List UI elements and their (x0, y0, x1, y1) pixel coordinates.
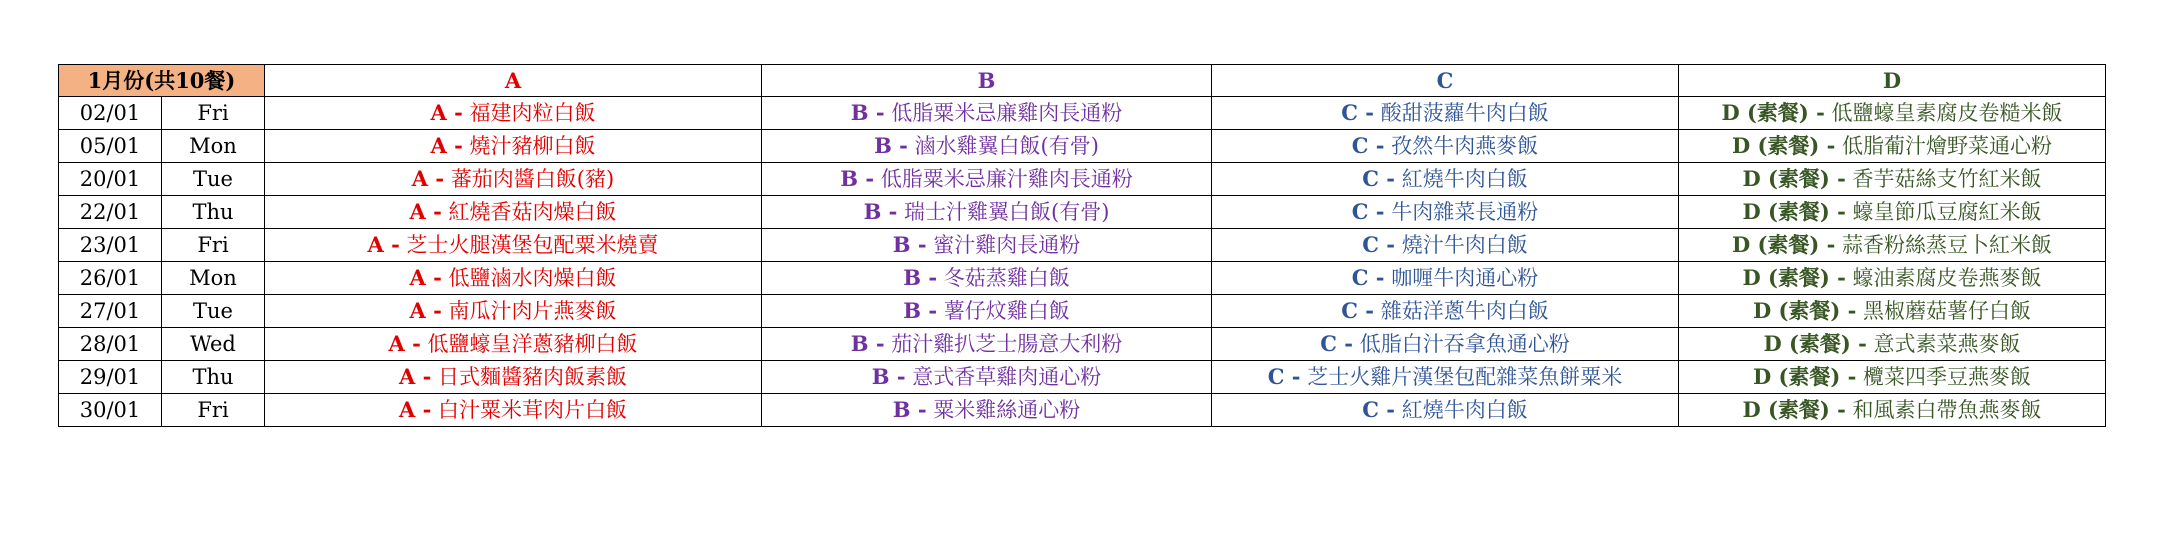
option-d-dish: 蠔皇節瓜豆腐紅米飯 (1852, 200, 2042, 224)
option-b-dish: 滷水雞翼白飯(有骨) (914, 134, 1099, 158)
table-row (59, 229, 2106, 262)
option-d-label: D (素餐) - (1742, 397, 1846, 422)
option-b-label: B - (903, 298, 938, 323)
day-cell: Wed (162, 328, 265, 361)
option-a-dish: 芝士火腿漢堡包配粟米燒賣 (406, 233, 659, 257)
option-a-label: A - (409, 199, 442, 224)
option-c-label: C - (1362, 232, 1396, 257)
header-d: D (1679, 65, 2106, 97)
date-cell: 20/01 (59, 163, 162, 196)
lunch-menu-table (58, 64, 2106, 427)
option-c-dish: 低脂白汁吞拿魚通心粉 (1359, 332, 1570, 356)
option-a-dish: 低鹽蠔皇洋蔥豬柳白飯 (427, 332, 638, 356)
date-cell: 22/01 (59, 196, 162, 229)
option-a-dish: 日式麵醬豬肉飯素飯 (438, 365, 627, 389)
option-a-cell (265, 196, 762, 229)
option-d-dish: 蒜香粉絲蒸豆卜紅米飯 (1842, 233, 2053, 257)
table-row (59, 361, 2106, 394)
option-a-label: A - (409, 298, 442, 323)
option-a-label: A - (430, 100, 463, 125)
option-b-label: B - (874, 133, 908, 158)
day-cell: Mon (162, 262, 265, 295)
option-c-cell (1212, 262, 1679, 295)
month-header: 1月份(共10餐) (59, 65, 265, 97)
option-b-dish: 粟米雞絲通心粉 (933, 398, 1081, 422)
day-cell: Thu (162, 361, 265, 394)
option-b-label: B - (892, 397, 927, 422)
option-b-dish: 意式香草雞肉通心粉 (912, 365, 1102, 389)
option-d-cell (1679, 130, 2106, 163)
option-b-dish: 冬菇蒸雞白飯 (943, 266, 1070, 290)
header-a: A (265, 65, 762, 97)
option-a-label: A - (398, 364, 432, 389)
option-c-cell (1212, 97, 1679, 130)
table-row (59, 163, 2106, 196)
option-a-label: A - (367, 232, 400, 257)
option-d-label: D (素餐) - (1752, 364, 1857, 389)
option-a-cell (265, 295, 762, 328)
option-b-cell (762, 262, 1212, 295)
option-b-dish: 茄汁雞扒芝士腸意大利粉 (891, 332, 1123, 356)
option-d-label: D (素餐) - (1721, 100, 1825, 125)
option-a-label: A - (398, 397, 432, 422)
option-c-label: C - (1362, 397, 1396, 422)
option-b-cell (762, 229, 1212, 262)
option-a-label: A - (388, 331, 421, 356)
option-c-dish: 咖喱牛肉通心粉 (1391, 266, 1539, 290)
option-c-label: C - (1341, 100, 1375, 125)
date-cell: 02/01 (59, 97, 162, 130)
option-b-label: B - (892, 232, 927, 257)
option-d-label: D (素餐) - (1731, 133, 1836, 158)
option-b-dish: 薯仔炆雞白飯 (943, 299, 1070, 323)
header-b: B (762, 65, 1212, 97)
day-cell: Mon (162, 130, 265, 163)
option-b-cell (762, 97, 1212, 130)
option-c-label: C - (1267, 364, 1301, 389)
option-a-dish: 蕃茄肉醬白飯(豬) (450, 167, 615, 191)
option-a-cell (265, 97, 762, 130)
table-row (59, 394, 2106, 427)
date-cell: 27/01 (59, 295, 162, 328)
option-a-cell (265, 163, 762, 196)
option-c-label: C - (1320, 331, 1354, 356)
table-row (59, 295, 2106, 328)
option-d-dish: 和風素白帶魚燕麥飯 (1852, 398, 2042, 422)
option-b-cell (762, 295, 1212, 328)
option-d-label: D (素餐) - (1752, 298, 1857, 323)
option-b-label: B - (871, 364, 906, 389)
option-b-label: B - (863, 199, 898, 224)
option-c-cell (1212, 130, 1679, 163)
option-a-cell (265, 394, 762, 427)
option-b-label: B - (840, 166, 875, 191)
option-b-dish: 低脂粟米忌廉雞肉長通粉 (891, 101, 1123, 125)
option-c-dish: 雜菇洋蔥牛肉白飯 (1380, 299, 1549, 323)
option-b-dish: 蜜汁雞肉長通粉 (933, 233, 1081, 257)
option-b-label: B - (903, 265, 938, 290)
option-d-dish: 低鹽蠔皇素腐皮卷糙米飯 (1831, 101, 2063, 125)
option-d-label: D (素餐) - (1763, 331, 1867, 356)
option-d-cell (1679, 196, 2106, 229)
day-cell: Tue (162, 163, 265, 196)
option-b-dish: 低脂粟米忌廉汁雞肉長通粉 (880, 167, 1133, 191)
menu-body (59, 97, 2106, 427)
option-a-dish: 南瓜汁肉片燕麥飯 (448, 299, 617, 323)
option-d-label: D (素餐) - (1742, 166, 1846, 191)
option-d-dish: 低脂葡汁燴野菜通心粉 (1842, 134, 2053, 158)
option-c-cell (1212, 361, 1679, 394)
option-d-label: D (素餐) - (1742, 199, 1846, 224)
option-d-dish: 蠔油素腐皮卷燕麥飯 (1852, 266, 2042, 290)
option-c-label: C - (1351, 265, 1385, 290)
option-c-cell (1212, 163, 1679, 196)
option-a-cell (265, 361, 762, 394)
option-a-cell (265, 229, 762, 262)
option-c-dish: 芝士火雞片漢堡包配雜菜魚餅粟米 (1307, 365, 1623, 389)
option-a-dish: 燒汁豬柳白飯 (469, 134, 596, 158)
day-cell: Tue (162, 295, 265, 328)
option-c-cell (1212, 196, 1679, 229)
option-c-dish: 燒汁牛肉白飯 (1401, 233, 1528, 257)
option-d-dish: 香芋菇絲支竹紅米飯 (1852, 167, 2042, 191)
option-c-cell (1212, 394, 1679, 427)
day-cell: Thu (162, 196, 265, 229)
option-d-dish: 意式素菜燕麥飯 (1873, 332, 2021, 356)
option-a-cell (265, 130, 762, 163)
date-cell: 28/01 (59, 328, 162, 361)
option-c-cell (1212, 328, 1679, 361)
option-d-cell (1679, 394, 2106, 427)
option-d-cell (1679, 328, 2106, 361)
table-row (59, 130, 2106, 163)
option-d-cell (1679, 229, 2106, 262)
option-d-label: D (素餐) - (1731, 232, 1836, 257)
option-a-dish: 低鹽滷水肉燥白飯 (448, 266, 617, 290)
option-c-label: C - (1341, 298, 1375, 323)
option-d-cell (1679, 163, 2106, 196)
option-d-cell (1679, 262, 2106, 295)
option-a-label: A - (409, 265, 442, 290)
option-b-label: B - (850, 100, 885, 125)
option-a-label: A - (411, 166, 445, 191)
option-a-dish: 白汁粟米茸肉片白飯 (438, 398, 627, 422)
option-b-label: B - (850, 331, 885, 356)
option-c-dish: 酸甜菠蘿牛肉白飯 (1380, 101, 1549, 125)
option-a-label: A - (430, 133, 463, 158)
option-c-dish: 牛肉雜菜長通粉 (1391, 200, 1539, 224)
option-d-dish: 欖菜四季豆燕麥飯 (1863, 365, 2032, 389)
header-row (59, 65, 2106, 97)
date-cell: 23/01 (59, 229, 162, 262)
table-row (59, 262, 2106, 295)
option-c-label: C - (1362, 166, 1396, 191)
option-c-label: C - (1351, 133, 1385, 158)
option-b-dish: 瑞士汁雞翼白飯(有骨) (904, 200, 1110, 224)
option-c-cell (1212, 295, 1679, 328)
option-d-cell (1679, 361, 2106, 394)
table-row (59, 196, 2106, 229)
option-b-cell (762, 163, 1212, 196)
header-c: C (1212, 65, 1679, 97)
option-b-cell (762, 394, 1212, 427)
option-a-cell (265, 328, 762, 361)
option-c-dish: 孜然牛肉燕麥飯 (1391, 134, 1539, 158)
day-cell: Fri (162, 394, 265, 427)
option-d-label: D (素餐) - (1742, 265, 1846, 290)
option-d-dish: 黑椒蘑菇薯仔白飯 (1863, 299, 2032, 323)
day-cell: Fri (162, 97, 265, 130)
option-b-cell (762, 196, 1212, 229)
table-row (59, 97, 2106, 130)
option-c-dish: 紅燒牛肉白飯 (1401, 398, 1528, 422)
option-b-cell (762, 328, 1212, 361)
option-a-cell (265, 262, 762, 295)
option-d-cell (1679, 97, 2106, 130)
option-b-cell (762, 361, 1212, 394)
option-c-dish: 紅燒牛肉白飯 (1401, 167, 1528, 191)
date-cell: 05/01 (59, 130, 162, 163)
date-cell: 29/01 (59, 361, 162, 394)
option-a-dish: 福建肉粒白飯 (469, 101, 596, 125)
option-b-cell (762, 130, 1212, 163)
table-row (59, 328, 2106, 361)
date-cell: 30/01 (59, 394, 162, 427)
option-d-cell (1679, 295, 2106, 328)
option-c-cell (1212, 229, 1679, 262)
date-cell: 26/01 (59, 262, 162, 295)
day-cell: Fri (162, 229, 265, 262)
option-c-label: C - (1351, 199, 1385, 224)
option-a-dish: 紅燒香菇肉燥白飯 (448, 200, 617, 224)
